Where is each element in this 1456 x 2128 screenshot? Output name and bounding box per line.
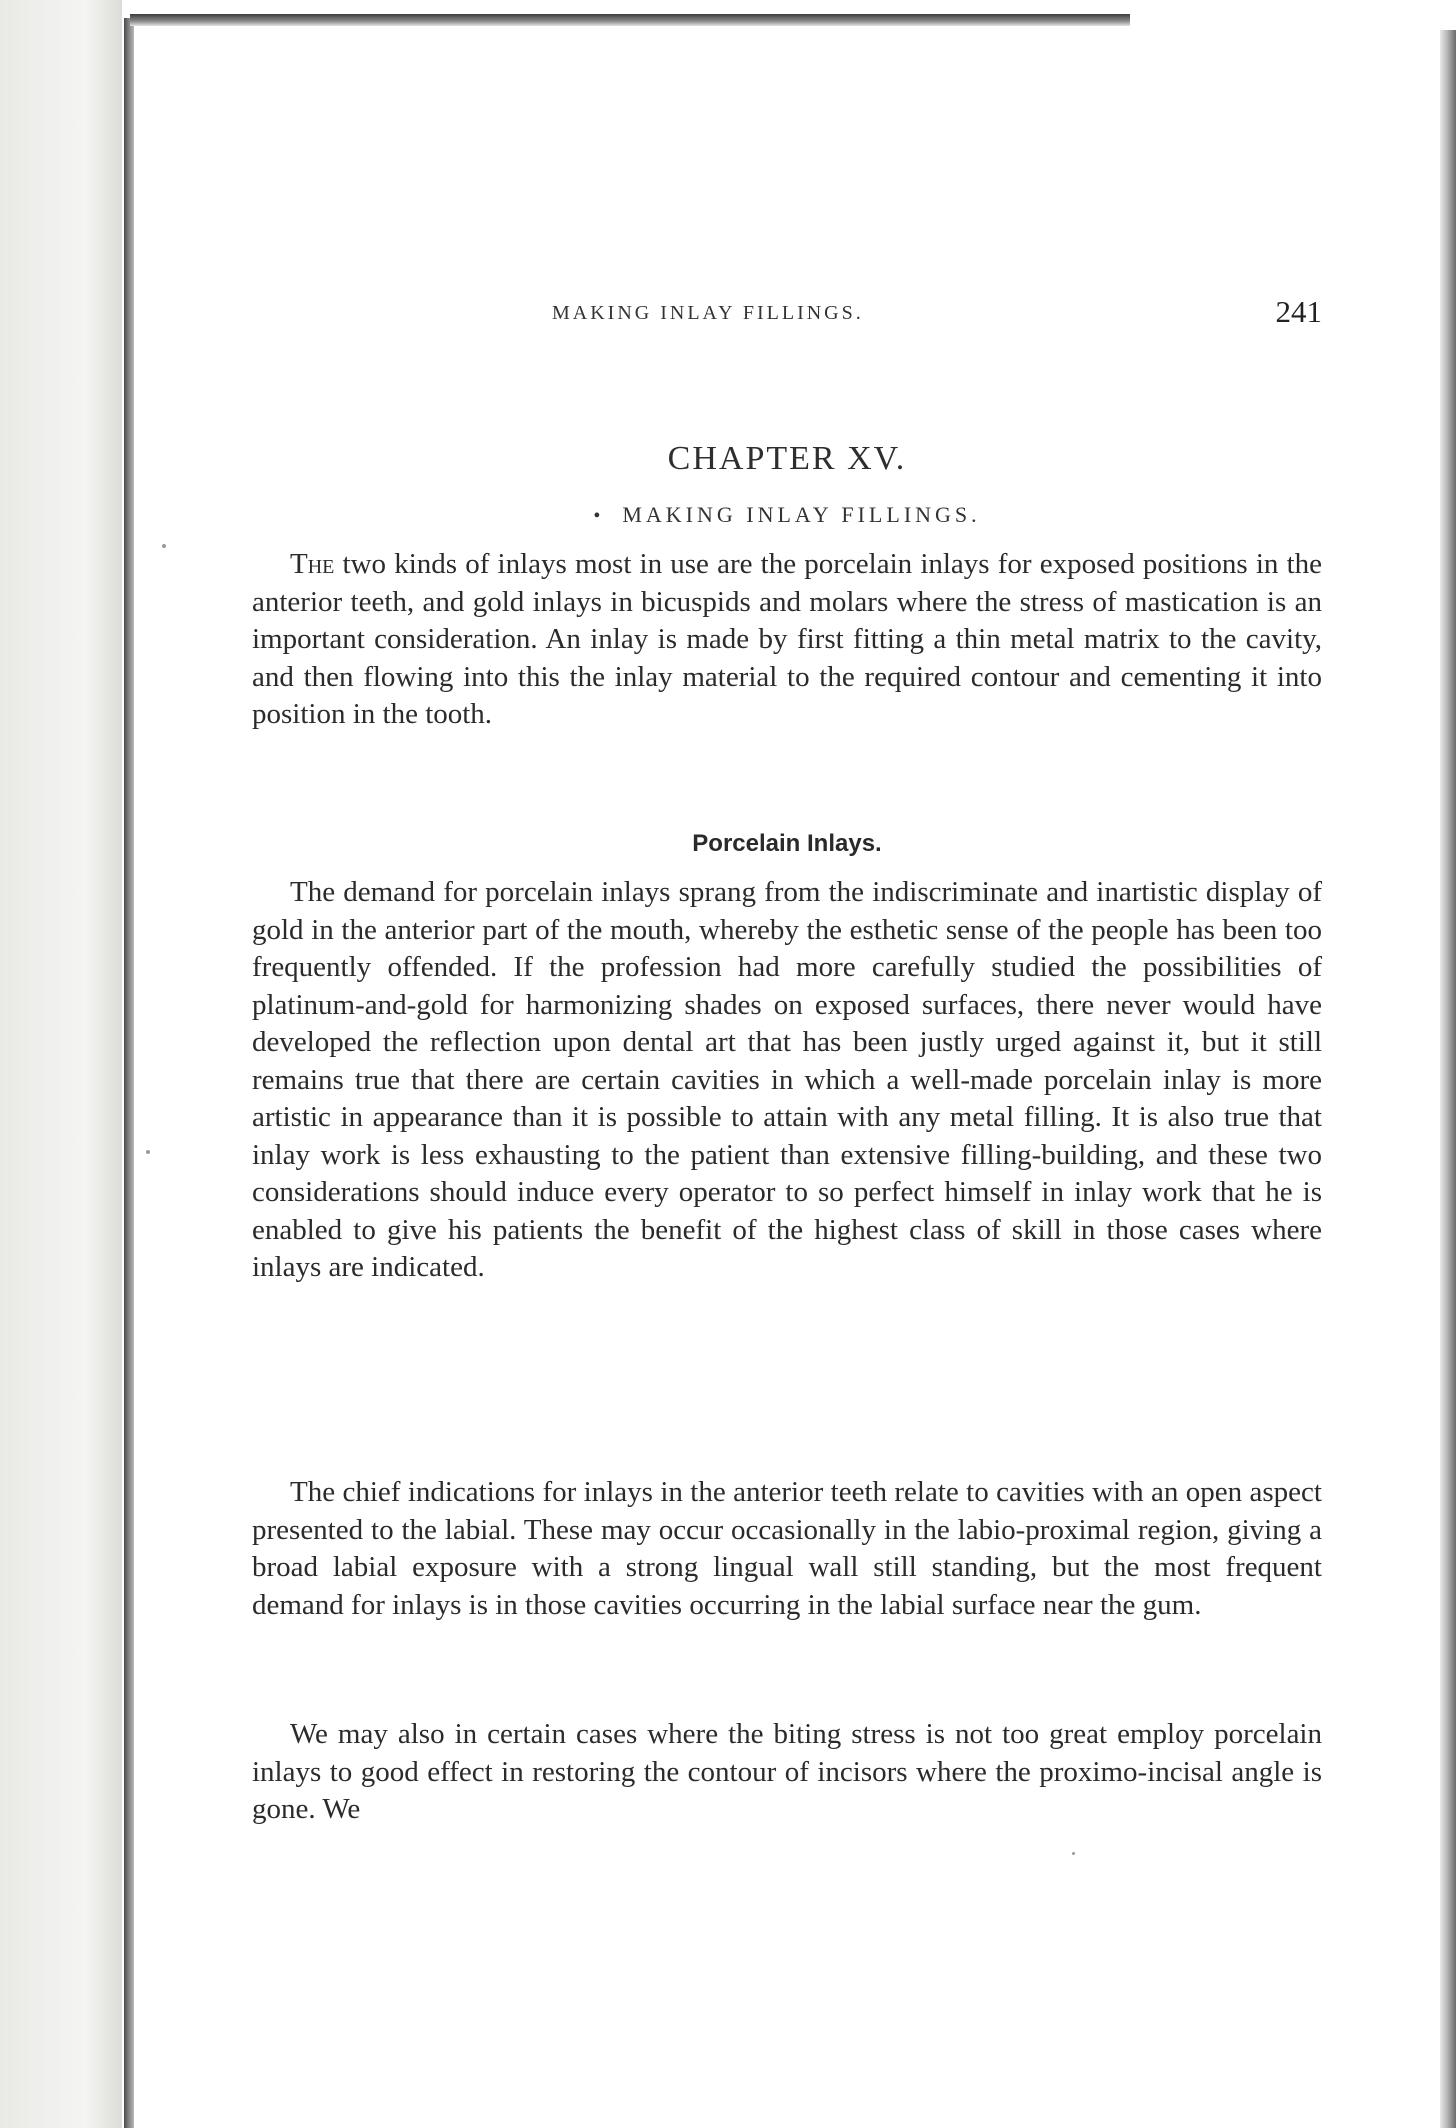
running-title: MAKING INLAY FILLINGS. [552,302,864,324]
book-top-edge [130,14,1130,26]
intro-paragraph [252,546,1322,734]
book-page [134,26,1440,2128]
book-binding-edge [124,18,134,2128]
book-fore-edge [1440,30,1456,2128]
body-paragraph: We may also in certain cases where the biting stress is not too great employ porcelain inlays to good effect in restoring the contour of incisors where the proximo-incisal angle is gone. We [252,1718,1322,1825]
body-paragraph: The chief indications for inlays in the anterior teeth relate to cavities with an open aspect presented to the labial. These may occur occasionally in the labio-proximal region, giving a broad labial exposure with a strong lingual wall still standing, but the most frequent demand for inlays is in those cavities occurring in the labial surface near the gum. [252,1476,1322,1621]
chapter-title: CHAPTER XV. [667,440,907,477]
chapter-subtitle: MAKING INLAY FILLINGS. [622,502,981,527]
body-paragraph: The demand for porcelain inlays sprang from the indiscriminate and inartistic display of gold in the anterior part of the mouth, whereby the esthetic sense of the people has been too frequently offended. If the profession had more carefully studied the possibilities of platinum-and-gold for harmonizing shades on exposed surfaces, there never would have developed the reflection upon dental art that has been justly urged against it, but it still remains true that there are certain cavities in which a well-made porcelain inlay is more artistic in appearance than it is possible to attain with any metal filling. It is also true that inlay work is less exhausting to the patient than extensive filling-building, and these two considerations should induce every operator to so perfect himself in inlay work that he is enabled to give his patients the benefit of the highest class of skill in those cases where inlays are indicated. [252,876,1322,1283]
page-number: 241 [1275,294,1322,329]
intro-lead-word: The [290,548,335,580]
bullet-mark: • [593,505,605,527]
dust-speck [146,1150,150,1154]
intro-text: two kinds of inlays most in use are the porcelain inlays for exposed positions in the anterior teeth, and gold inlays in bicuspids and molars where the stress of mastication is an important consideration. An inlay is made by first fitting a thin metal matrix to the cavity, and then flowing into this the inlay material to the required contour and cementing it into position in the tooth. [252,548,1322,730]
facing-page-margin [0,0,122,2128]
dust-speck [162,544,166,548]
section-heading: Porcelain Inlays. [692,830,882,857]
chapter-subtitle-line [252,502,1322,528]
dust-speck [1072,1852,1075,1855]
running-head [252,294,1322,334]
